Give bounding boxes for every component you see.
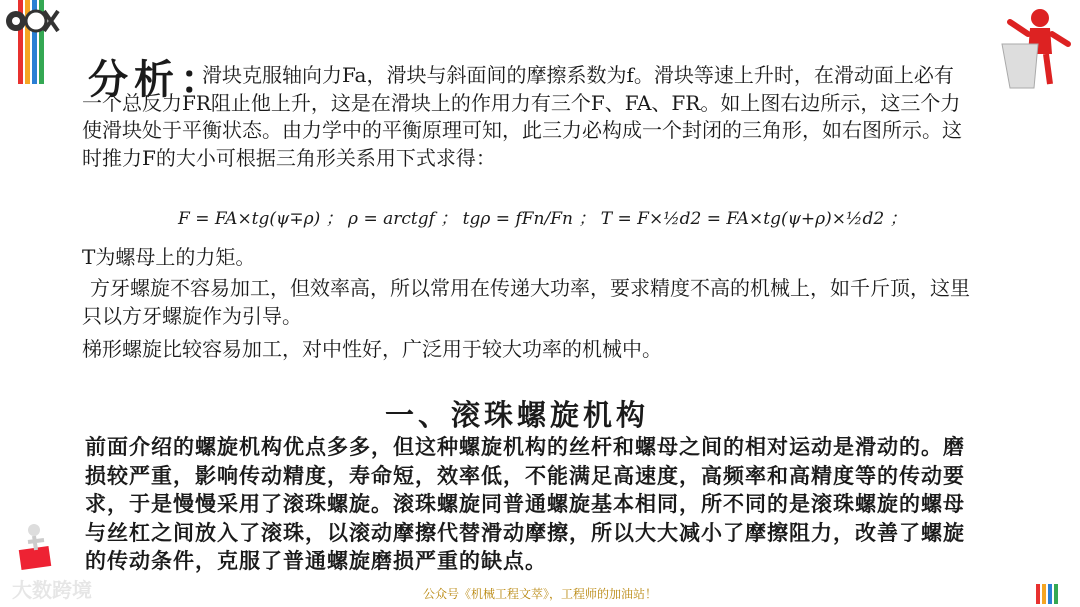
square-thread-paragraph: 方牙螺旋不容易加工，但效率高，所以常用在传递大功率，要求精度不高的机械上，如千斤顶，这里只以方牙螺旋作为引导。	[82, 276, 970, 328]
torque-note: T为螺母上的力矩。	[82, 245, 256, 269]
figure-icon	[14, 520, 60, 570]
footer-text: 公众号《机械工程文萃》，工程师的加油站！	[422, 587, 657, 601]
section-heading-analysis: 分析：	[88, 56, 226, 103]
watermark: 大数跨境	[12, 578, 92, 602]
formula-line: F = FA×tg(ψ∓ρ) ； ρ = arctgf ； tgρ = fFn/Fn ； T = F×½d2 = FA×tg(ψ+ρ)×½d2 ；	[178, 209, 907, 229]
logo-icon	[4, 6, 60, 36]
corner-bars	[1036, 584, 1062, 604]
trapezoid-thread-paragraph: 梯形螺旋比较容易加工，对中性好，广泛用于较大功率的机械中。	[82, 337, 662, 361]
analysis-paragraph: 滑块克服轴向力Fa，滑块与斜面间的摩擦系数为f。滑块等速上升时，在滑动面上必有一个总反力FR阻止他上升，这是在滑块上的作用力有三个F、FA、FR。如上图右边所示，这三个力使滑块处于平衡状态。由力学中的平衡原理可知，此三力必构成一个封闭的三角形，如右图所示。这时推力F的大小可根据三角形关系用下式求得：	[82, 63, 962, 170]
ball-screw-paragraph: 前面介绍的螺旋机构优点多多，但这种螺旋机构的丝杆和螺母之间的相对运动是滑动的。磨损较严重，影响传动精度，寿命短，效率低，不能满足高速度，高频率和高精度等的传动要求，于是慢慢采用了滚珠螺旋。滚珠螺旋同普通螺旋基本相同，所不同的是滚珠螺旋的螺母与丝杠之间放入了滚珠，以滚动摩擦代替滑动摩擦，所以大大减小了摩擦阻力，改善了螺旋的传动条件，克服了普通螺旋磨损严重的缺点。	[85, 434, 965, 573]
speaker-icon	[980, 4, 1074, 92]
section-title: 一、滚珠螺旋机构	[385, 398, 650, 432]
